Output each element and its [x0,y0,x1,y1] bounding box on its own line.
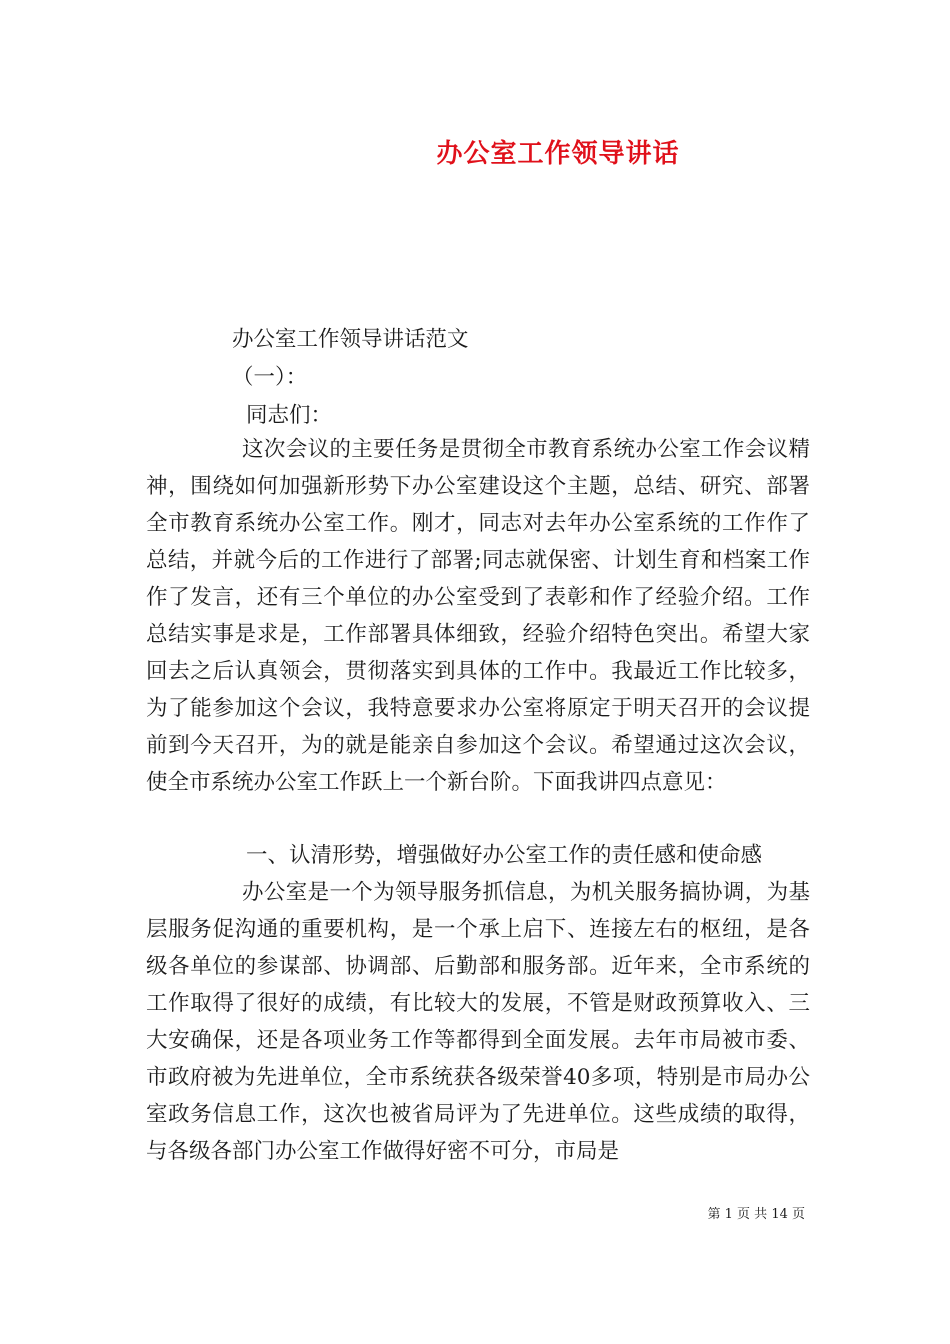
document-title: 办公室工作领导讲话 [436,139,680,169]
page-number-footer: 第 1 页 共 14 页 [707,1207,805,1222]
section-marker: （一）： [232,365,308,390]
section-heading-1: 一、认清形势，增强做好办公室工作的责任感和使命感 [246,843,763,868]
paragraph-office-role: 办公室是一个为领导服务抓信息，为机关服务搞协调，为基层服务促沟通的重要机构，是一个承上启下、连接左右的枢纽，是各级各单位的参谋部、协调部、后勤部和服务部。近年来，全市系统的工作取得了很好的成绩，有比较大的发展，不管是财政预算收入、三大安确保，还是各项业务工作等都得到全面发展。去年市局被市委、市政府被为先进单位，全市系统获各级荣誉40多项，特别是市局办公室政务信息工作，这次也被省局评为了先进单位。这些成绩的取得，与各级各部门办公室工作做得好密不可分，市局是 [146,880,810,1164]
paragraph-intro: 这次会议的主要任务是贯彻全市教育系统办公室工作会议精神，围绕如何加强新形势下办公室建设这个主题，总结、研究、部署全市教育系统办公室工作。刚才，同志对去年办公室系统的工作作了总结，并就今后的工作进行了部署;同志就保密、计划生育和档案工作作了发言，还有三个单位的办公室受到了表彰和作了经验介绍。工作总结实事是求是，工作部署具体细致，经验介绍特色突出。希望大家回去之后认真领会，贯彻落实到具体的工作中。我最近工作比较多，为了能参加这个会议，我特意要求办公室将原定于明天召开的会议提前到今天召开，为的就是能亲自参加这个会议。希望通过这次会议，使全市系统办公室工作跃上一个新台阶。下面我讲四点意见： [146,437,810,795]
document-subtitle: 办公室工作领导讲话范文 [232,327,469,352]
salutation: 同志们： [246,403,333,428]
